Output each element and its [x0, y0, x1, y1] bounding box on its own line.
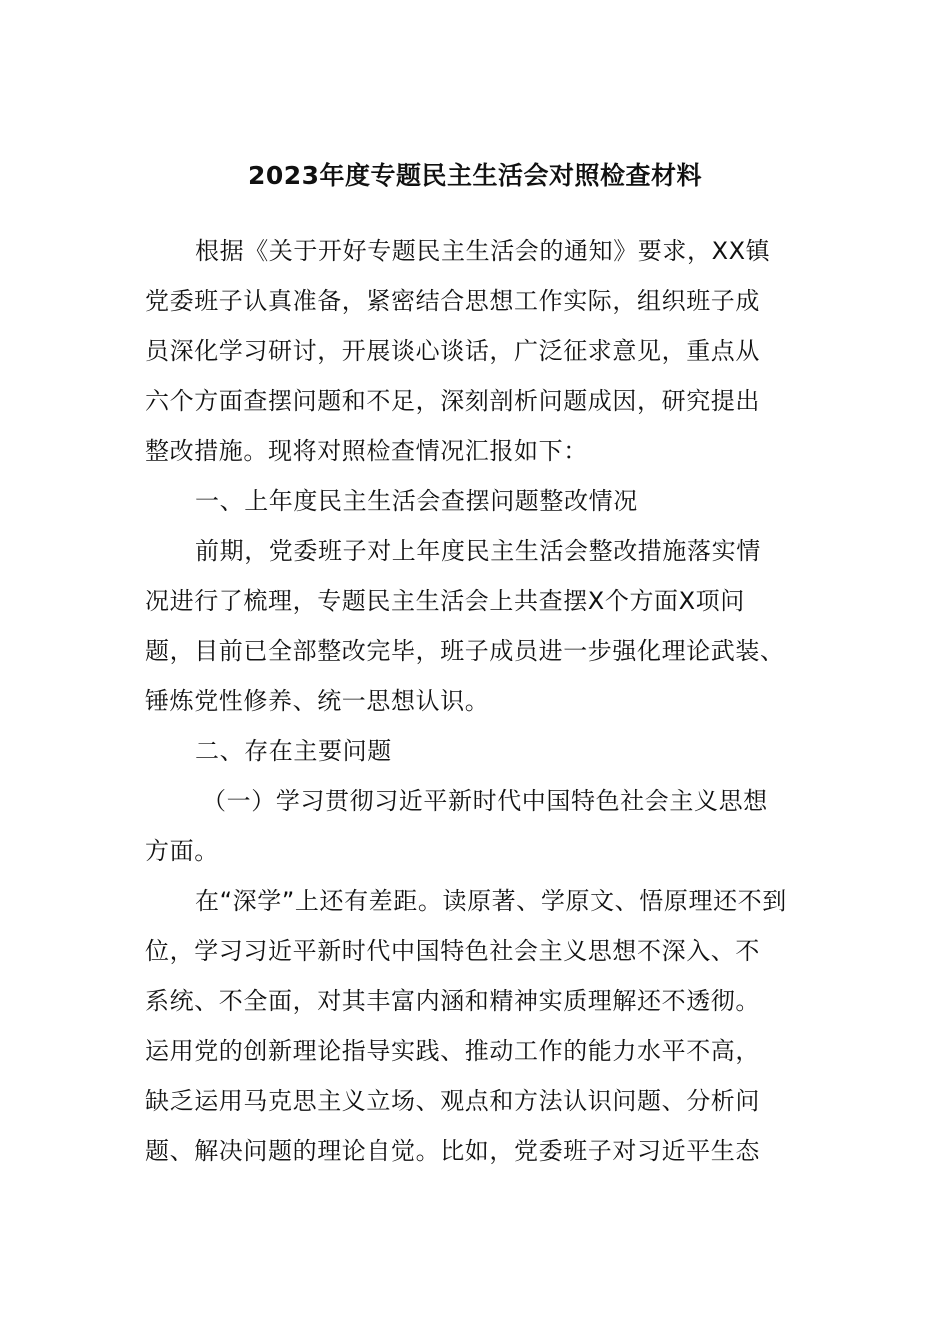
paragraph-line: 根据《关于开好专题民主生活会的通知》要求，XX镇: [195, 237, 771, 265]
paragraph-line: 员深化学习研讨，开展谈心谈话，广泛征求意见，重点从: [145, 337, 760, 365]
paragraph-line: 党委班子认真准备，紧密结合思想工作实际，组织班子成: [145, 287, 760, 315]
section-heading-1: 一、上年度民主生活会查摆问题整改情况: [195, 487, 638, 515]
paragraph-line: 缺乏运用马克思主义立场、观点和方法认识问题、分析问: [145, 1087, 760, 1115]
paragraph-line: 六个方面查摆问题和不足，深刻剖析问题成因，研究提出: [145, 387, 760, 415]
paragraph-line: 整改措施。现将对照检查情况汇报如下：: [145, 437, 588, 465]
document-title: 2023年度专题民主生活会对照检查材料: [247, 161, 703, 190]
paragraph-line: 运用党的创新理论指导实践、推动工作的能力水平不高，: [145, 1037, 760, 1065]
section-heading-2: 二、存在主要问题: [195, 737, 392, 765]
paragraph-line: 位，学习习近平新时代中国特色社会主义思想不深入、不: [145, 937, 760, 965]
paragraph-line: 况进行了梳理，专题民主生活会上共查摆X个方面X项问: [145, 587, 745, 615]
paragraph-line: 题、解决问题的理论自觉。比如，党委班子对习近平生态: [145, 1137, 760, 1165]
paragraph-line: 锤炼党性修养、统一思想认识。: [145, 687, 490, 715]
paragraph-line: 系统、不全面，对其丰富内涵和精神实质理解还不透彻。: [145, 987, 760, 1015]
paragraph-line: 在“深学”上还有差距。读原著、学原文、悟原理还不到: [195, 887, 787, 915]
subsection-heading-cont: 方面。: [145, 837, 219, 865]
paragraph-line: 题，目前已全部整改完毕，班子成员进一步强化理论武装、: [145, 637, 785, 665]
paragraph-line: 前期，党委班子对上年度民主生活会整改措施落实情: [195, 537, 761, 565]
subsection-heading: （一）学习贯彻习近平新时代中国特色社会主义思想: [202, 787, 768, 815]
